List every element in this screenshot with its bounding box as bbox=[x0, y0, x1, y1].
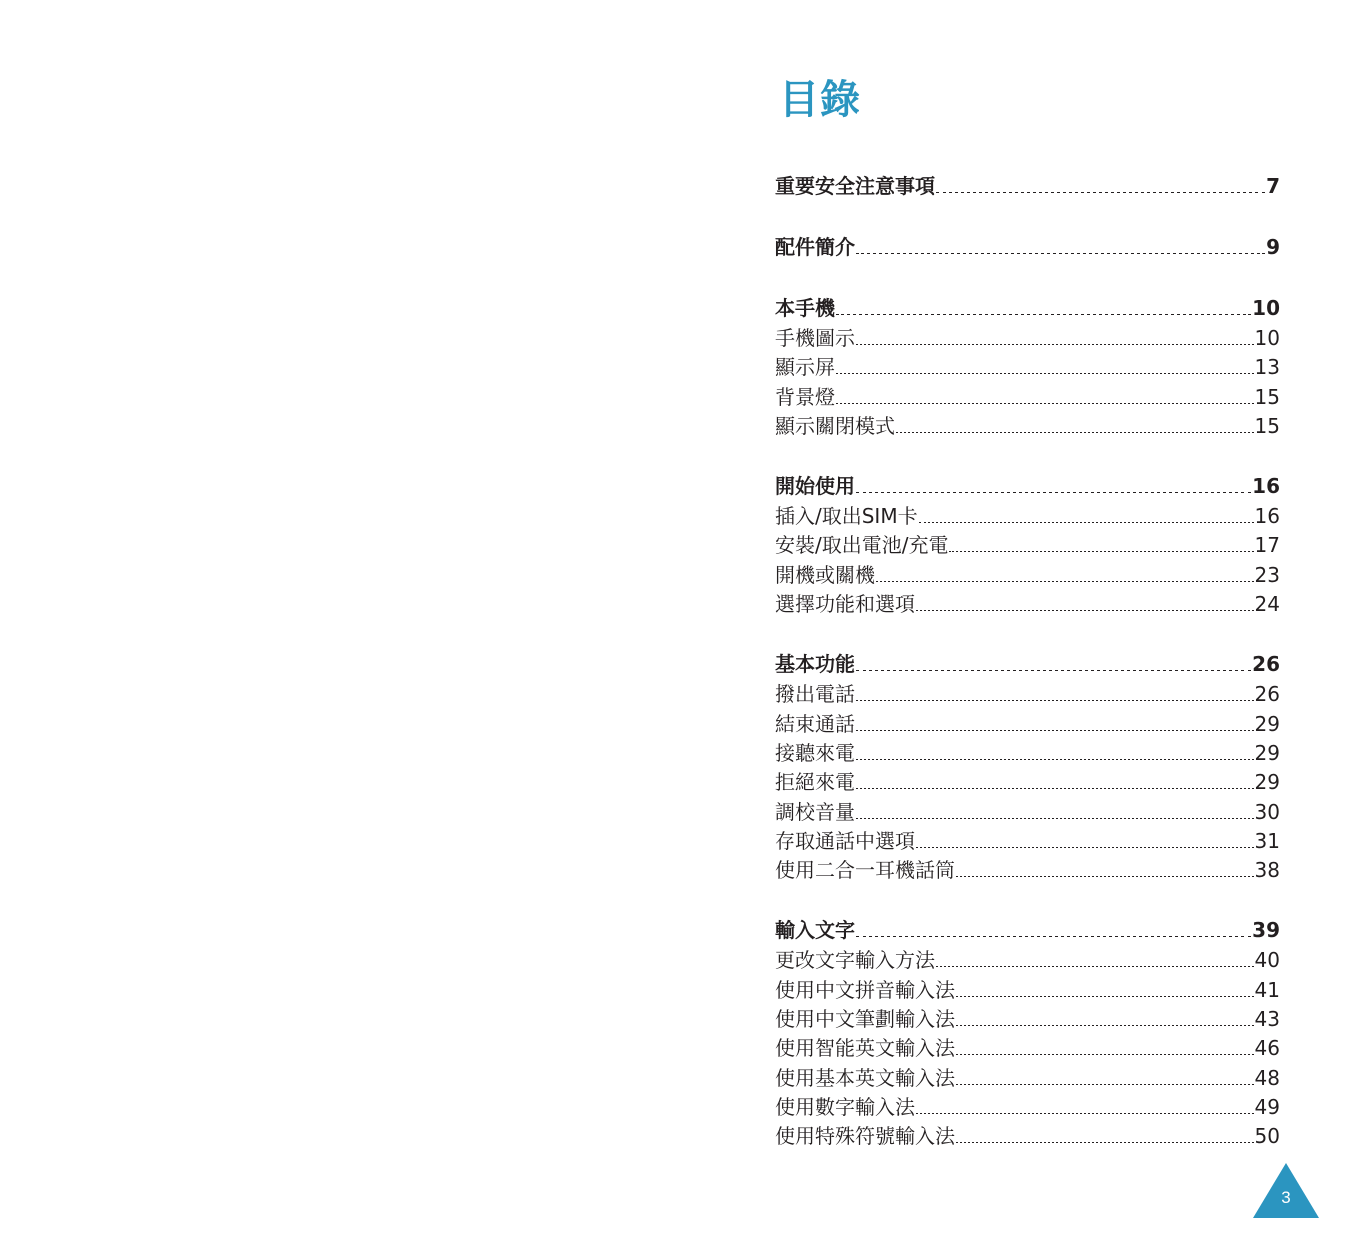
toc-entry[interactable] bbox=[775, 680, 1280, 709]
dot-leader bbox=[856, 759, 1254, 760]
toc-entry-label: 存取通話中選項 bbox=[775, 828, 915, 853]
toc-entry-label: 結束通話 bbox=[775, 711, 855, 736]
toc-heading-label: 輸入文字 bbox=[775, 918, 855, 943]
toc-entry[interactable] bbox=[775, 1122, 1280, 1151]
toc-section bbox=[775, 648, 1280, 885]
toc-section bbox=[775, 170, 1280, 202]
toc-heading[interactable] bbox=[775, 470, 1280, 502]
toc-entry[interactable] bbox=[775, 353, 1280, 382]
toc-entry[interactable] bbox=[775, 531, 1280, 560]
toc-section bbox=[775, 231, 1280, 263]
toc-entry-page: 50 bbox=[1254, 1124, 1280, 1149]
toc-heading-page: 10 bbox=[1252, 296, 1280, 320]
toc-entry-label: 開機或關機 bbox=[775, 562, 875, 587]
toc-entry-page: 16 bbox=[1254, 504, 1280, 529]
toc-entry[interactable] bbox=[775, 827, 1280, 856]
toc-heading[interactable] bbox=[775, 648, 1280, 680]
toc-entry-page: 10 bbox=[1254, 326, 1280, 350]
toc-entry-label: 調校音量 bbox=[775, 799, 855, 824]
toc-entry[interactable] bbox=[775, 1064, 1280, 1093]
toc-heading-label: 重要安全注意事項 bbox=[775, 174, 935, 198]
dot-leader bbox=[956, 876, 1254, 877]
toc-entry-label: 使用智能英文輸入法 bbox=[775, 1036, 955, 1061]
toc-heading-page: 7 bbox=[1266, 174, 1280, 198]
toc-entry-label: 使用數字輸入法 bbox=[775, 1094, 915, 1119]
toc-heading-label: 本手機 bbox=[775, 296, 835, 320]
toc-section bbox=[775, 470, 1280, 619]
dot-leader bbox=[916, 610, 1254, 611]
dot-leader bbox=[956, 1054, 1254, 1055]
toc-entry-label: 接聽來電 bbox=[775, 740, 855, 765]
toc-entry[interactable] bbox=[775, 710, 1280, 739]
toc-entry[interactable] bbox=[775, 383, 1280, 412]
toc-entry-label: 更改文字輸入方法 bbox=[775, 948, 935, 973]
toc-heading-page: 39 bbox=[1252, 918, 1280, 943]
toc-entry[interactable] bbox=[775, 739, 1280, 768]
toc-entry-label: 手機圖示 bbox=[775, 326, 855, 350]
toc-entry-label: 使用二合一耳機話筒 bbox=[775, 858, 955, 883]
toc-entry-page: 29 bbox=[1254, 770, 1280, 795]
toc-entry-label: 使用中文筆劃輸入法 bbox=[775, 1007, 955, 1032]
dot-leader bbox=[956, 1084, 1254, 1085]
dot-leader bbox=[856, 700, 1254, 701]
dot-leader bbox=[856, 788, 1254, 789]
toc-entry[interactable] bbox=[775, 856, 1280, 885]
toc-entry-label: 安裝/取出電池/充電 bbox=[775, 533, 949, 558]
dot-leader bbox=[856, 730, 1254, 731]
dot-leader bbox=[856, 818, 1254, 819]
dot-leader bbox=[936, 966, 1254, 967]
toc-entry-page: 31 bbox=[1254, 828, 1280, 853]
toc-heading-page: 9 bbox=[1266, 235, 1280, 259]
toc-section bbox=[775, 292, 1280, 441]
toc-entry[interactable] bbox=[775, 1005, 1280, 1034]
toc-heading-page: 26 bbox=[1252, 652, 1280, 677]
toc-section bbox=[775, 914, 1280, 1151]
toc-entry-page: 41 bbox=[1254, 977, 1280, 1002]
toc-heading[interactable] bbox=[775, 914, 1280, 946]
toc-entry-page: 48 bbox=[1254, 1065, 1280, 1090]
toc-entry[interactable] bbox=[775, 768, 1280, 797]
toc-entry-page: 24 bbox=[1254, 592, 1280, 617]
dot-leader bbox=[876, 581, 1254, 582]
toc-entry[interactable] bbox=[775, 976, 1280, 1005]
dot-leader bbox=[856, 936, 1251, 937]
toc-entry-page: 46 bbox=[1254, 1036, 1280, 1061]
dot-leader bbox=[896, 432, 1254, 433]
toc-heading[interactable] bbox=[775, 231, 1280, 263]
toc-title: 目錄 bbox=[779, 77, 861, 123]
toc-entry-page: 15 bbox=[1254, 413, 1280, 438]
page-number: 3 bbox=[1281, 1188, 1291, 1207]
toc-heading-label: 基本功能 bbox=[775, 652, 855, 677]
dot-leader bbox=[916, 847, 1254, 848]
dot-leader bbox=[856, 344, 1254, 345]
dot-leader bbox=[836, 403, 1254, 404]
dot-leader bbox=[919, 522, 1254, 523]
toc-entry-label: 背景燈 bbox=[775, 384, 835, 409]
toc-entry-page: 26 bbox=[1254, 682, 1280, 707]
dot-leader bbox=[949, 551, 1253, 552]
dot-leader bbox=[956, 1142, 1254, 1143]
toc-heading-label: 配件簡介 bbox=[775, 235, 855, 259]
toc-entry-label: 選擇功能和選項 bbox=[775, 592, 915, 617]
toc-entry-label: 使用基本英文輸入法 bbox=[775, 1065, 955, 1090]
toc-entry-page: 23 bbox=[1254, 562, 1280, 587]
toc-entry-label: 使用特殊符號輸入法 bbox=[775, 1124, 955, 1149]
toc-entry-page: 43 bbox=[1254, 1007, 1280, 1032]
dot-leader bbox=[856, 253, 1265, 254]
toc-entry[interactable] bbox=[775, 798, 1280, 827]
toc-heading-label: 開始使用 bbox=[775, 474, 855, 499]
toc-entry-label: 顯示關閉模式 bbox=[775, 413, 895, 438]
dot-leader bbox=[836, 314, 1251, 315]
toc-entry-label: 插入/取出SIM卡 bbox=[775, 504, 918, 529]
toc-entry[interactable] bbox=[775, 324, 1280, 353]
toc-entry-page: 13 bbox=[1254, 355, 1280, 380]
toc-heading-page: 16 bbox=[1252, 474, 1280, 499]
toc-entry-label: 拒絕來電 bbox=[775, 770, 855, 795]
dot-leader bbox=[956, 996, 1254, 997]
dot-leader bbox=[916, 1113, 1254, 1114]
toc-entry[interactable] bbox=[775, 1093, 1280, 1122]
toc-entry-page: 40 bbox=[1254, 948, 1280, 973]
toc-entry[interactable] bbox=[775, 1034, 1280, 1063]
toc-entry-page: 15 bbox=[1254, 384, 1280, 409]
toc-heading[interactable] bbox=[775, 170, 1280, 202]
toc-entry-page: 29 bbox=[1254, 740, 1280, 765]
toc-sections bbox=[775, 170, 1280, 1181]
toc-entry-label: 顯示屏 bbox=[775, 355, 835, 380]
toc-entry-page: 17 bbox=[1254, 533, 1280, 558]
toc-entry-label: 使用中文拼音輸入法 bbox=[775, 977, 955, 1002]
dot-leader bbox=[936, 192, 1265, 193]
toc-entry-page: 30 bbox=[1254, 799, 1280, 824]
dot-leader bbox=[856, 492, 1251, 493]
toc-heading[interactable] bbox=[775, 292, 1280, 324]
toc-entry[interactable] bbox=[775, 412, 1280, 441]
dot-leader bbox=[956, 1025, 1254, 1026]
toc-entry[interactable] bbox=[775, 561, 1280, 590]
toc-entry-page: 38 bbox=[1254, 858, 1280, 883]
toc-entry[interactable] bbox=[775, 946, 1280, 975]
toc-entry-page: 49 bbox=[1254, 1094, 1280, 1119]
toc-entry[interactable] bbox=[775, 590, 1280, 619]
dot-leader bbox=[856, 670, 1251, 671]
toc-entry[interactable] bbox=[775, 502, 1280, 531]
toc-entry-page: 29 bbox=[1254, 711, 1280, 736]
toc-entry-label: 撥出電話 bbox=[775, 682, 855, 707]
dot-leader bbox=[836, 373, 1254, 374]
